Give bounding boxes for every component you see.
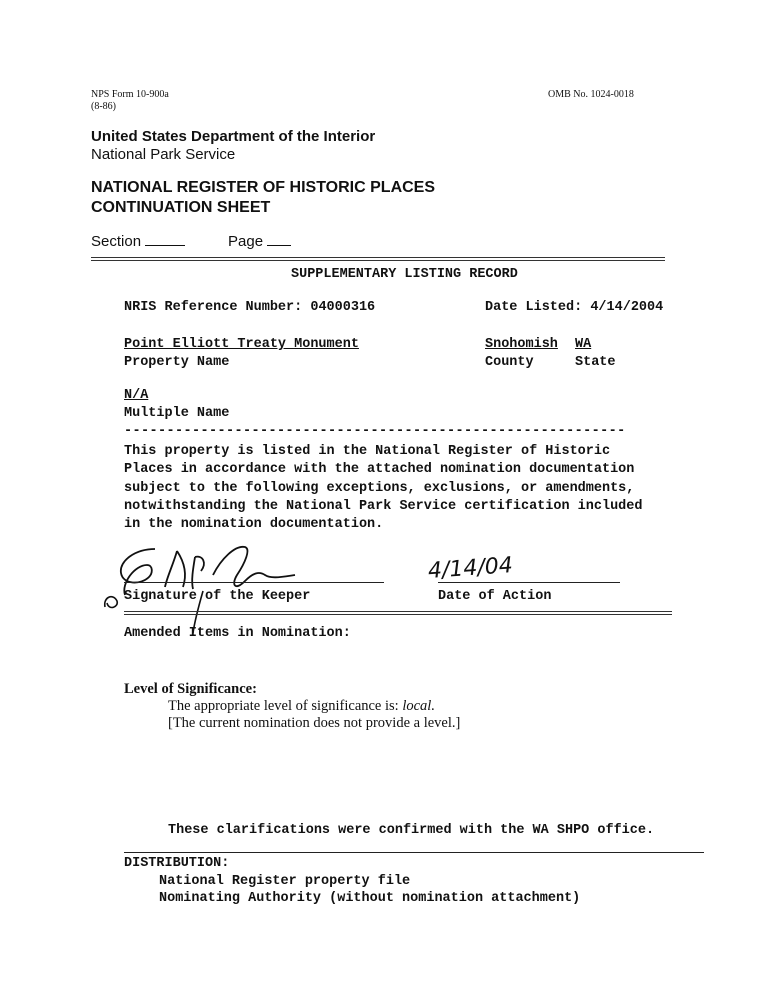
form-title-line1: NATIONAL REGISTER OF HISTORIC PLACES [91, 179, 436, 196]
amended-double-rule [124, 611, 672, 615]
county-value: Snohomish [485, 337, 558, 352]
significance-value: local. [402, 698, 435, 714]
property-name: Point Elliott Treaty Monument [124, 337, 359, 352]
section-blank [145, 245, 185, 246]
significance-heading: Level of Significance: [124, 681, 257, 697]
statement-line: This property is listed in the National Register of Historic [124, 444, 611, 459]
distribution-rule [124, 852, 704, 853]
property-name-label: Property Name [124, 355, 230, 370]
statement-line: notwithstanding the National Park Service certification included [124, 498, 643, 514]
distribution-heading: DISTRIBUTION: [124, 856, 230, 871]
date-listed [485, 300, 663, 315]
statement-line: in the nomination documentation. [124, 517, 384, 533]
statement-line: Places in accordance with the attached nomination documentation [124, 462, 635, 478]
date-listed-label: Date Listed: [485, 300, 583, 315]
signature-label: Signature of the Keeper [124, 589, 311, 604]
significance-line1 [168, 698, 435, 715]
date-listed-value: 4/14/2004 [590, 300, 664, 315]
listing-statement [124, 443, 642, 534]
record-heading: SUPPLEMENTARY LISTING RECORD [291, 267, 518, 282]
form-number: NPS Form 10-900a [91, 89, 169, 100]
form-title-line2: CONTINUATION SHEET [91, 199, 271, 216]
department-name: United States Department of the Interior [91, 128, 376, 145]
page-blank [267, 245, 291, 246]
amended-heading: Amended Items in Nomination: [124, 626, 351, 641]
distribution-item: Nominating Authority (without nomination attachment) [159, 891, 581, 906]
form-date: (8-86) [91, 101, 116, 112]
keeper-signature [95, 535, 395, 640]
handwritten-date: 4/14/04 [427, 553, 514, 584]
page-label: Page [228, 233, 264, 250]
date-of-action-line [438, 582, 620, 583]
header-double-rule [91, 257, 665, 261]
nris-value: 04000316 [310, 300, 376, 315]
county-label: County [485, 355, 534, 370]
page-field [228, 233, 291, 250]
dashed-rule: ----------------------------------------------------------- [124, 424, 626, 439]
signature-line [124, 582, 384, 583]
nris-reference [124, 300, 375, 315]
date-of-action-label: Date of Action [438, 589, 552, 604]
service-name: National Park Service [91, 146, 236, 163]
state-label: State [575, 355, 616, 370]
state-value: WA [575, 337, 592, 352]
omb-number: OMB No. 1024-0018 [548, 89, 634, 100]
significance-prefix: The appropriate level of significance is: [168, 698, 403, 714]
section-field [91, 233, 185, 250]
clarification-note: These clarifications were confirmed with the WA SHPO office. [168, 823, 655, 838]
distribution-item: National Register property file [159, 874, 411, 889]
multiple-name: N/A [124, 388, 149, 403]
nris-label: NRIS Reference Number: [124, 300, 303, 315]
significance-line2: [The current nomination does not provide a level.] [168, 715, 461, 731]
section-label: Section [91, 233, 142, 250]
multiple-name-label: Multiple Name [124, 406, 230, 421]
statement-line: subject to the following exceptions, exclusions, or amendments, [124, 480, 635, 496]
